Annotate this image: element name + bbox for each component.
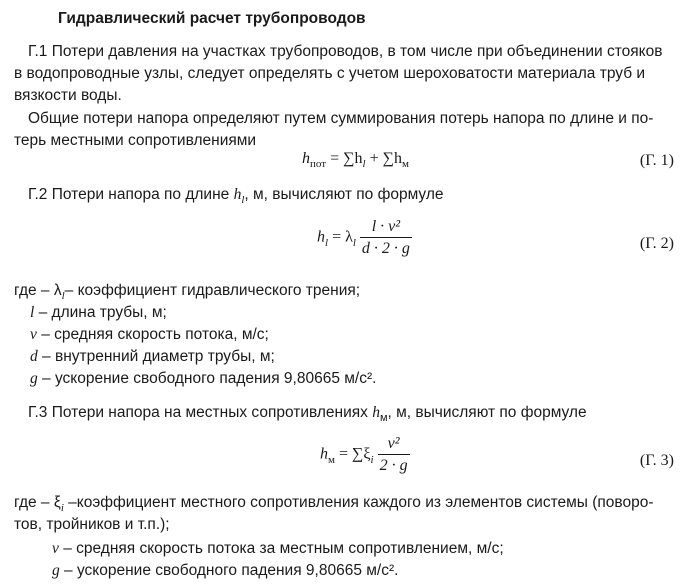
g3-intro	[28, 404, 587, 427]
g2-item-v-var: v	[30, 326, 37, 343]
g2-intro-b: , м, вычисляют по формуле	[244, 186, 444, 203]
g3-intro-a: Г.3 Потери напора на местных сопротивлениях	[28, 404, 373, 421]
g3-where-sub: i	[60, 502, 64, 515]
formula-g2-lhs-sub: l	[325, 236, 329, 249]
formula-g3-denominator: 2 · g	[378, 454, 410, 475]
g2-where	[14, 282, 360, 305]
g2-where-b: – коэффициент гидравлического трения;	[64, 282, 361, 299]
eq-number-g3: (Г. 3)	[639, 452, 674, 469]
g2-item-v-text: – средняя скорость потока, м/с;	[36, 326, 269, 343]
g2-item-g-var: g	[30, 370, 38, 387]
formula-g1	[302, 150, 409, 170]
formula-g1-lhs-sub: пот	[310, 158, 327, 171]
eq-number-g2: (Г. 2)	[639, 235, 674, 252]
formula-g3-xi-sub: i	[370, 453, 374, 466]
g2-intro-sub: l	[241, 194, 245, 207]
g3-intro-var: h	[372, 404, 380, 421]
g2-item-d	[30, 348, 275, 366]
formula-g2-lhs: h	[317, 228, 325, 246]
g2-item-v	[30, 326, 269, 344]
g2-where-var: λ	[53, 282, 62, 299]
formula-g1-rhs-a: = ∑h	[326, 150, 363, 167]
formula-g3-lhs: h	[320, 445, 328, 463]
g3-item-v	[52, 540, 504, 558]
g3-item-g-var: g	[52, 562, 60, 579]
g1-line-2: в водопроводные узлы, следует определять с учетом шероховатости материала труб и	[14, 65, 646, 82]
formula-g2-numerator: l · v²	[371, 218, 401, 235]
formula-g2-denominator: d · 2 · g	[360, 237, 412, 258]
g3-where-var: ξ	[53, 494, 61, 511]
g2-intro-a: Г.2 Потери напора по длине	[28, 186, 234, 203]
g1-line-1: Г.1 Потери давления на участках трубопроводов, в том числе при объединении стояков	[28, 43, 663, 60]
g2-item-d-text: – внутренний диаметр трубы, м;	[37, 348, 275, 365]
formula-g1-lhs: h	[302, 150, 310, 167]
formula-g1-rhs-sub1: l	[362, 158, 366, 171]
g2-where-sub: l	[61, 290, 65, 303]
formula-g2-eqsign: = λ	[328, 228, 353, 246]
g1-line-3: вязкости воды.	[14, 87, 122, 104]
g2-where-a: где –	[14, 282, 54, 299]
g3-item-g	[52, 562, 398, 580]
formula-g2-fraction	[360, 218, 412, 258]
g2-intro-var: h	[233, 186, 242, 203]
g3-intro-b: , м, вычисляют по формуле	[387, 404, 587, 421]
g2-item-g-text: – ускорение свободного падения 9,80665 м/с².	[37, 370, 377, 387]
g3-item-g-text: – ускорение свободного падения 9,80665 м/с².	[59, 562, 399, 579]
formula-g3	[320, 435, 410, 475]
g1-line-4: Общие потери напора определяют путем суммирования потерь напора по длине и по-	[28, 110, 654, 127]
g3-where-line-2: тов, тройников и т.п.);	[14, 516, 170, 533]
g3-item-v-var: v	[52, 540, 59, 557]
formula-g3-numerator: v²	[387, 435, 400, 452]
formula-g3-lhs-sub: м	[328, 453, 335, 466]
formula-g1-rhs-b: + ∑h	[365, 150, 402, 167]
formula-g2	[317, 218, 412, 258]
document-title: Гидравлический расчет трубопроводов	[58, 10, 366, 27]
formula-g2-lambda-sub: l	[352, 236, 356, 249]
g3-where-b: –коэффициент местного сопротивления каждого из элементов системы (поворо-	[63, 494, 654, 511]
formula-g3-fraction	[378, 435, 410, 475]
g3-where	[14, 494, 653, 517]
g3-intro-sub: м	[379, 412, 388, 425]
g2-item-d-var: d	[30, 348, 38, 365]
formula-g3-eqsign: = ∑ξ	[334, 445, 371, 463]
formula-g1-rhs-sub2: м	[402, 158, 409, 171]
g2-item-l	[30, 304, 167, 322]
g2-item-g	[30, 370, 376, 388]
g1-line-5: терь местными сопротивлениями	[14, 132, 257, 149]
eq-number-g1: (Г. 1)	[639, 152, 674, 169]
g3-item-v-text: – средняя скорость потока за местным сопротивлением, м/с;	[58, 540, 504, 557]
g3-where-a: где –	[14, 494, 54, 511]
g2-item-l-var: l	[30, 304, 35, 321]
g2-item-l-text: – длина трубы, м;	[34, 304, 167, 321]
g2-intro	[28, 186, 444, 209]
